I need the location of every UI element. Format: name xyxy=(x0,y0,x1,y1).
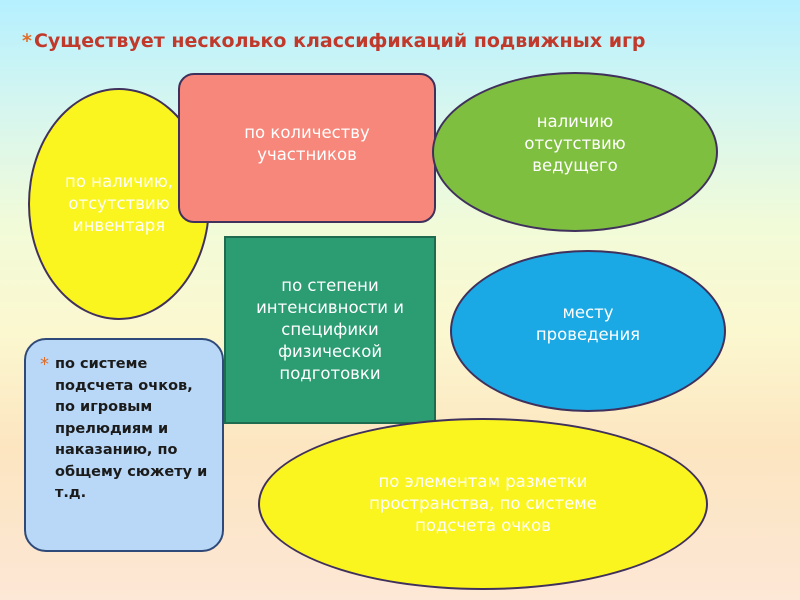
title-text: Существует несколько классификаций подвижных игр xyxy=(33,30,646,52)
node-leader-label: наличию отсутствию ведущего xyxy=(524,112,626,175)
slide-title xyxy=(22,30,792,52)
node-participants-label: по количеству участников xyxy=(244,123,370,164)
node-inventory-label: по наличию, отсутствию инвентаря xyxy=(65,172,173,235)
node-scoring-card xyxy=(24,338,224,552)
node-participants xyxy=(178,73,436,223)
node-scoring-label: по системе подсчета очков, по игровым прелюдиям и наказанию, по общему сюжету и т.д. xyxy=(55,356,208,501)
node-intensity xyxy=(224,236,436,424)
node-place-label: месту проведения xyxy=(535,303,641,344)
title-bullet-icon: * xyxy=(22,30,32,52)
scoring-bullet-icon: * xyxy=(40,354,49,375)
node-markup-label: по элементам разметки пространства, по системе подсчета очков xyxy=(369,472,597,535)
node-place xyxy=(450,250,726,412)
node-markup xyxy=(258,418,708,590)
node-intensity-label: по степени интенсивности и специфики физической подготовки xyxy=(256,276,404,383)
node-leader xyxy=(432,72,718,232)
